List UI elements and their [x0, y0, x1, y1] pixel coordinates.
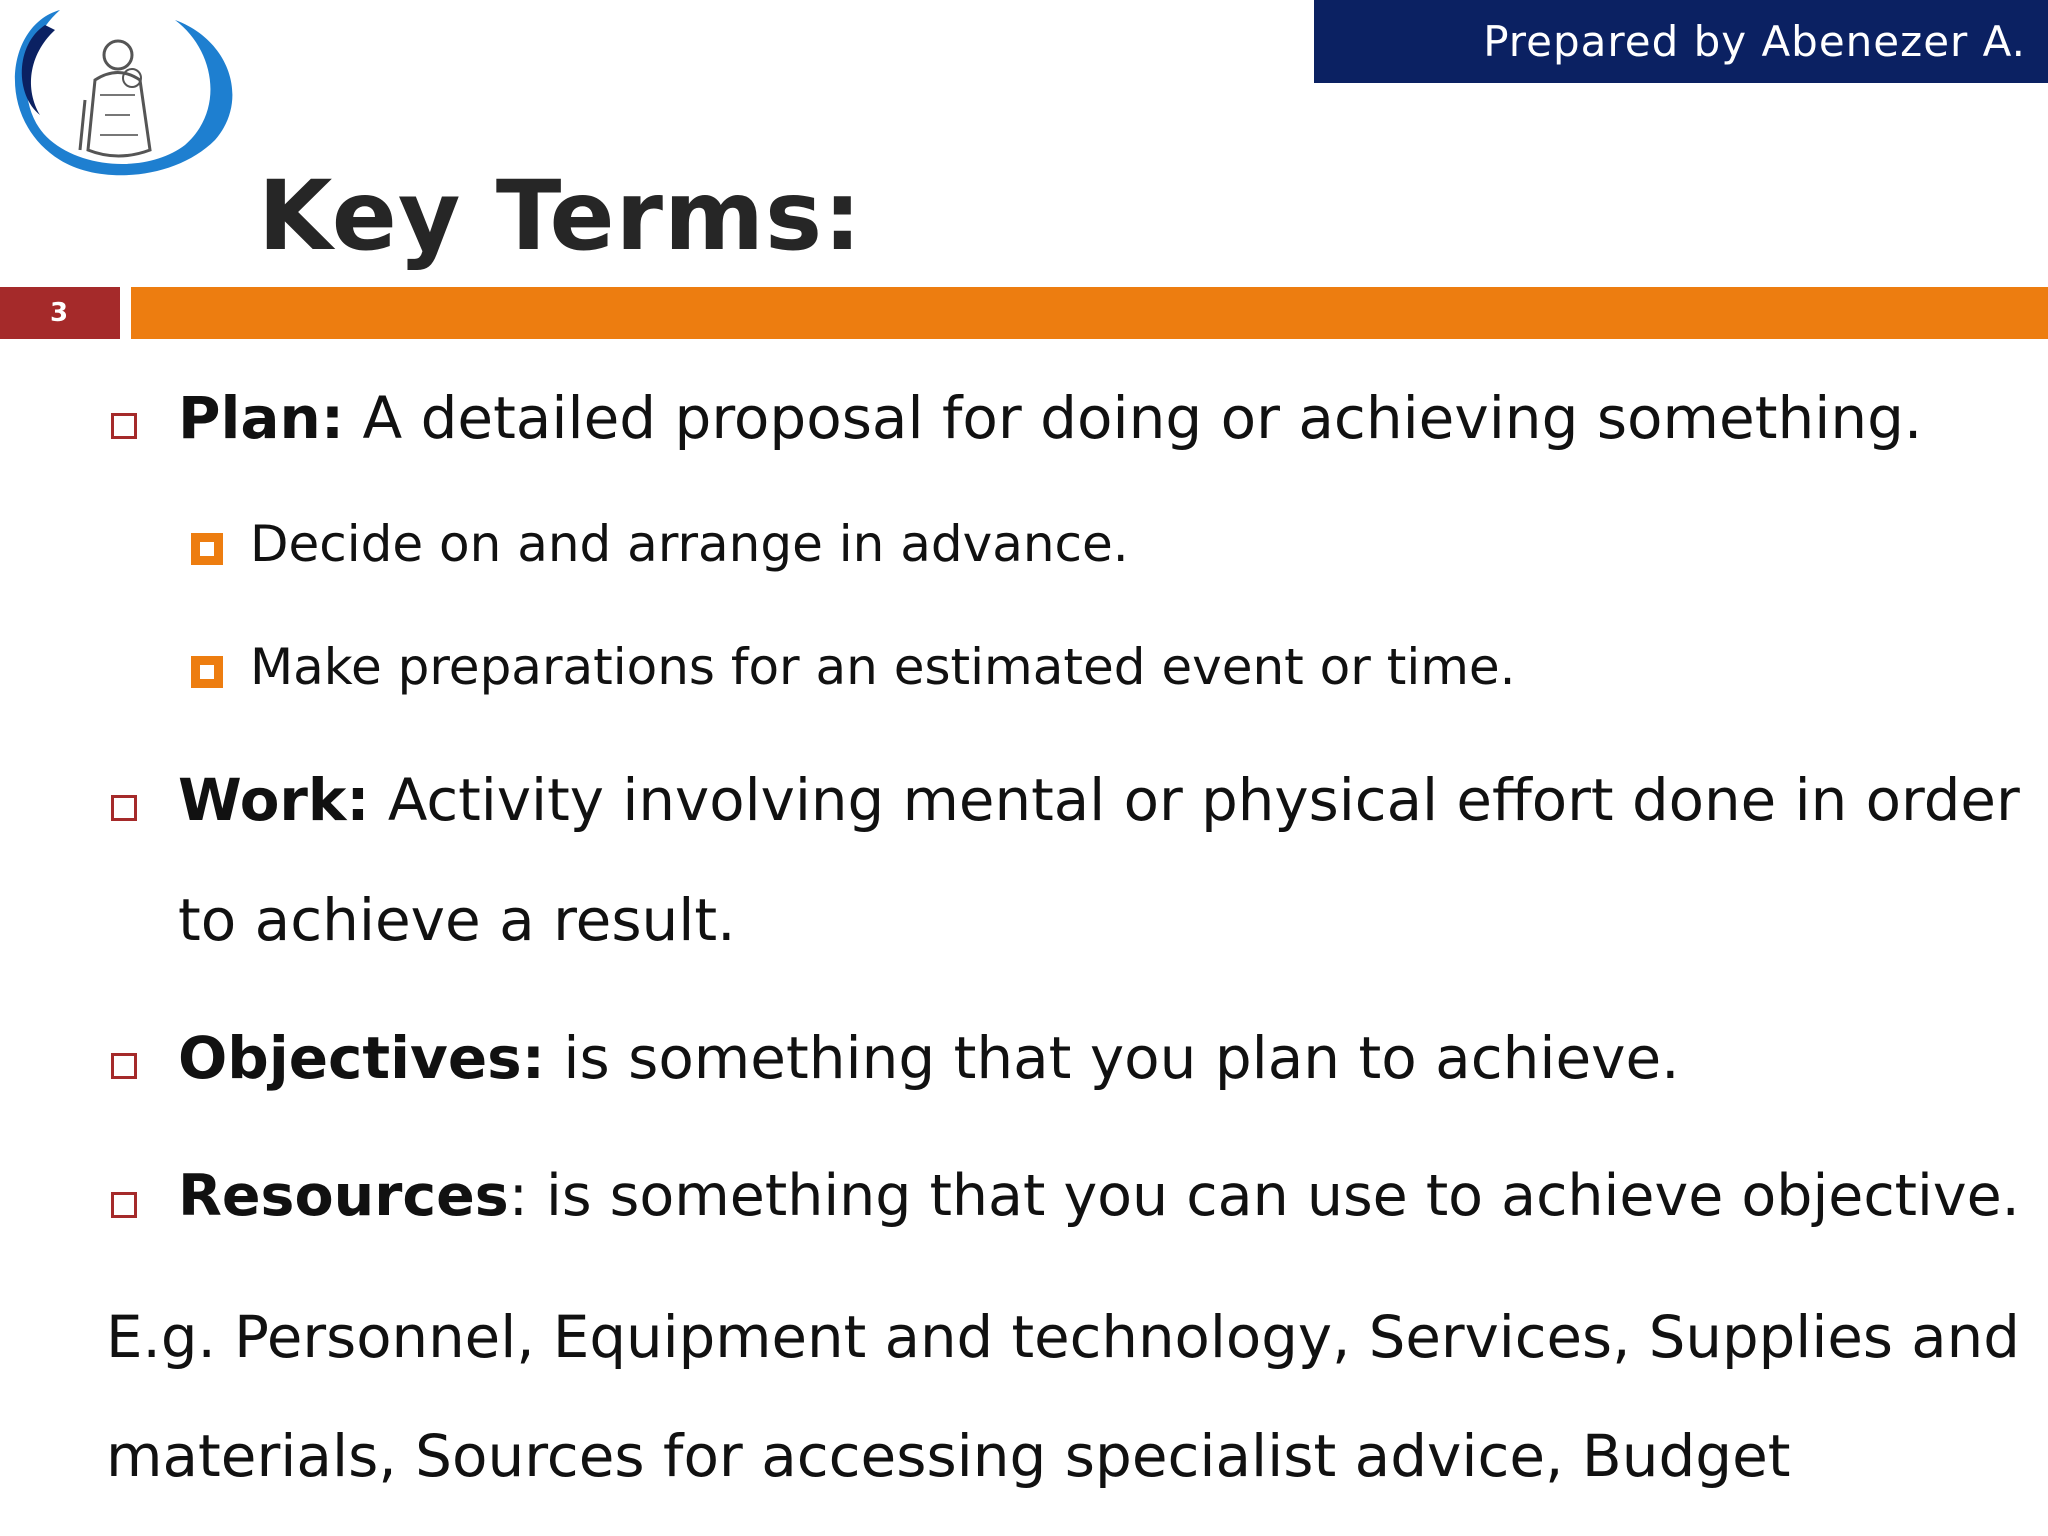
list-item	[178, 384, 1922, 452]
term-definition-continued: to achieve a result.	[178, 886, 736, 954]
term-definition: is something that you plan to achieve.	[544, 1024, 1680, 1092]
slide-number: 3	[0, 287, 120, 339]
term-definition: : is something that you can use to achieve objective.	[508, 1163, 2020, 1229]
term-definition: Activity involving mental or physical effort done in order	[369, 766, 2020, 834]
author-label: Prepared by Abenezer A.	[1483, 17, 2026, 66]
list-item	[178, 766, 2020, 834]
school-emblem-icon	[0, 0, 245, 190]
author-banner	[1314, 0, 2048, 83]
square-bullet-icon	[111, 795, 137, 821]
term-definition: A detailed proposal for doing or achieving something.	[344, 384, 1923, 452]
example-text: E.g. Personnel, Equipment and technology, Services, Supplies and	[106, 1303, 2020, 1371]
term-label: Resources	[178, 1163, 509, 1229]
term-label: Plan:	[178, 384, 345, 452]
sub-list-item: Decide on and arrange in advance.	[250, 515, 1129, 573]
list-item	[178, 1024, 1680, 1092]
square-bullet-icon	[111, 1192, 137, 1218]
square-bullet-icon	[111, 1053, 137, 1079]
list-item	[178, 1163, 2020, 1229]
title-divider	[131, 287, 2048, 339]
sub-list-item: Make preparations for an estimated event or time.	[250, 638, 1516, 696]
example-text: materials, Sources for accessing specialist advice, Budget	[106, 1422, 1791, 1490]
filled-square-bullet-icon	[191, 656, 223, 688]
term-label: Work:	[178, 766, 370, 834]
square-bullet-icon	[111, 413, 137, 439]
term-label: Objectives:	[178, 1024, 545, 1092]
filled-square-bullet-icon	[191, 533, 223, 565]
slide-title: Key Terms:	[258, 160, 863, 272]
